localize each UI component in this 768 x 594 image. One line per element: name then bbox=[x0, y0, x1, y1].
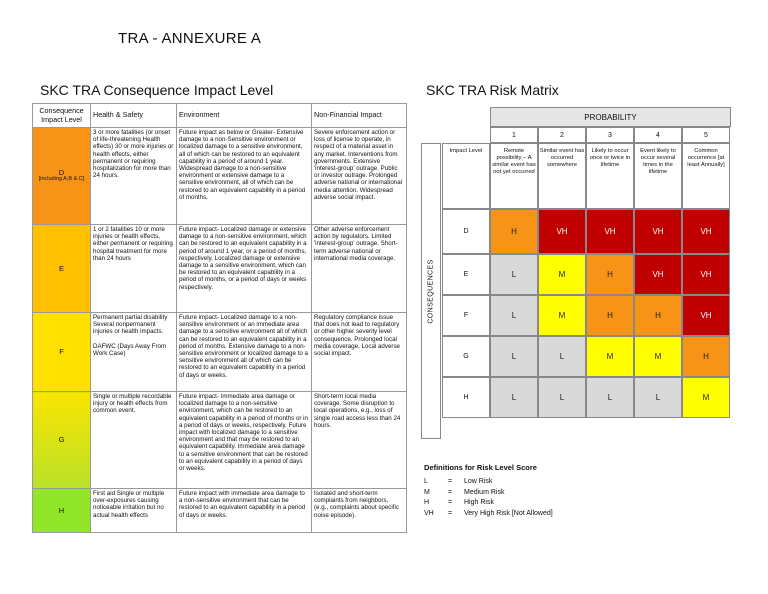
consequence-level-label: E bbox=[442, 254, 490, 295]
legend-code: VH bbox=[424, 509, 434, 517]
risk-cell: L bbox=[634, 377, 682, 418]
table-row bbox=[33, 392, 407, 489]
legend-equals: = bbox=[448, 509, 453, 517]
risk-legend bbox=[424, 478, 553, 520]
impact-level-header: Impact Level bbox=[442, 143, 490, 209]
risk-cell: H bbox=[634, 295, 682, 336]
risk-cell: L bbox=[490, 254, 538, 295]
level-note: [including A,B & C] bbox=[38, 176, 85, 183]
legend-equals: = bbox=[448, 478, 453, 485]
probability-header: PROBABILITY bbox=[490, 107, 731, 127]
risk-cell: H bbox=[586, 295, 634, 336]
risk-cell: H bbox=[586, 254, 634, 295]
probability-number: 4 bbox=[634, 127, 682, 143]
consequence-level-label: H bbox=[442, 377, 490, 418]
level-letter: G bbox=[58, 435, 65, 445]
level-cell bbox=[33, 392, 91, 489]
environment-cell: Future impact as below or Greater- Extensive damage to a non-Sensitive environment or localized damage to a sensitive environment, all of which can be restored to an equivalent capability in a period of around 1 year. Widespread damage to a non-sensitive environment or extensive damage to a sensitive environment, all of which can be restored to an equivalent capability in a period of months. bbox=[177, 128, 312, 225]
risk-cell: VH bbox=[682, 209, 730, 254]
nonfin-cell: Short-term local media coverage. Some disruption to local operations, e.g., loss of single road access less than 24 hours. bbox=[312, 392, 407, 489]
legend-item bbox=[424, 510, 553, 521]
header-non-financial: Non-Financial Impact bbox=[312, 104, 407, 128]
environment-cell: Future impact- Localized damage to a non-sensitive environment or an immediate area damage to a sensitive environment all of which can be restored to an equivalent capability in a period of months. Extensive damage to a non-sensitive environment or localized damage to a sensitive environment all of which can be restored to an equivalent capability in a period of days or weeks. bbox=[177, 313, 312, 392]
nonfin-cell: Severe enforcement action or loss of license to operate, in respect of a material asset in any market. Interventions from governments. Extensive 'interest-group' outrage. Public or investor outrage. Prolonged adverse national or international media attention. Widespread adverse social impact. bbox=[312, 128, 407, 225]
environment-cell: Future impact- Immediate area damage or localized damage to a non-sensitive environment, which can be restored to an equivalent capability in a period of months or in a period of days or weeks, respectively. Future impact with localized damage to a sensitive environment and that may be restored to an equivalent capability. Immediate area damage to a sensitive environment that can be restored to an equivalent capability in a period of days or weeks. bbox=[177, 392, 312, 489]
table-row bbox=[33, 128, 407, 225]
environment-cell: Future impact with immediate area damage to a non-sensitive environment that can be restored to an equivalent capability in a period of days or weeks. bbox=[177, 489, 312, 533]
header-health-safety: Health & Safety bbox=[91, 104, 177, 128]
legend-code: M bbox=[424, 488, 430, 496]
risk-cell: VH bbox=[634, 254, 682, 295]
risk-matrix-title: SKC TRA Risk Matrix bbox=[426, 82, 559, 98]
risk-cell: L bbox=[538, 377, 586, 418]
nonfin-cell: Regulatory compliance issue that does not lead to regulatory or other higher severity level consequence. Prolonged local media coverage. Local adverse social impact. bbox=[312, 313, 407, 392]
risk-cell: M bbox=[586, 336, 634, 377]
table-row bbox=[33, 489, 407, 533]
health-cell: Single or multiple recordable injury or health effects from common event. bbox=[91, 392, 177, 489]
risk-cell: M bbox=[538, 254, 586, 295]
legend-code: H bbox=[424, 499, 430, 506]
consequences-axis-label bbox=[421, 143, 441, 439]
risk-cell: VH bbox=[682, 295, 730, 336]
table-header-row bbox=[33, 104, 407, 128]
health-cell: First aid Single or multiple over-exposures causing noticeable irritation but no actual health effects bbox=[91, 489, 177, 533]
legend-title: Definitions for Risk Level Score bbox=[424, 463, 537, 472]
level-cell bbox=[33, 128, 91, 225]
probability-number: 1 bbox=[490, 127, 538, 143]
risk-cell: L bbox=[490, 336, 538, 377]
risk-cell: M bbox=[634, 336, 682, 377]
legend-equals: = bbox=[448, 499, 453, 506]
table-row bbox=[33, 313, 407, 392]
consequence-table-title: SKC TRA Consequence Impact Level bbox=[40, 82, 274, 98]
header-consequence-level: Consequence Impact Level bbox=[33, 104, 91, 128]
probability-number: 5 bbox=[682, 127, 730, 143]
risk-cell: L bbox=[490, 377, 538, 418]
health-cell: Permanent partial disability Several nonpermanent injuries or health impacts. DAFWC (Days Away From Work Case) bbox=[91, 313, 177, 392]
header-environment: Environment bbox=[177, 104, 312, 128]
nonfin-cell: Other adverse enforcement action by regulators. Limited 'interest-group' outrage. Short-term adverse national or international media coverage. bbox=[312, 225, 407, 313]
risk-cell: VH bbox=[634, 209, 682, 254]
legend-code: L bbox=[424, 478, 428, 485]
risk-matrix bbox=[420, 107, 731, 439]
nonfin-cell: Isolated and short-term complaints from neighbors, (e.g., complaints about specific noise episode). bbox=[312, 489, 407, 533]
legend-equals: = bbox=[448, 488, 453, 496]
risk-cell: M bbox=[538, 295, 586, 336]
consequence-impact-table bbox=[32, 103, 407, 533]
probability-description: Event likely to occur several times in the lifetime bbox=[634, 143, 682, 209]
health-cell: 3 or more fatalities (or onset of life-threatening Health effects) 30 or more injuries or health effects, either permanent or requiring hospitalization for more than 24 hours. bbox=[91, 128, 177, 225]
risk-cell: L bbox=[490, 295, 538, 336]
legend-label: Medium Risk bbox=[464, 488, 505, 496]
level-letter: F bbox=[59, 347, 64, 357]
probability-number: 3 bbox=[586, 127, 634, 143]
probability-description: Common occurrence [at least Annually] bbox=[682, 143, 730, 209]
level-letter: D bbox=[58, 168, 65, 178]
risk-cell: VH bbox=[538, 209, 586, 254]
consequence-level-label: G bbox=[442, 336, 490, 377]
health-cell: 1 or 2 fatalities 10 or more injuries or health effects, either permanent or requiring hospital treatment for more than 24 hours bbox=[91, 225, 177, 313]
risk-cell: L bbox=[538, 336, 586, 377]
table-row bbox=[33, 225, 407, 313]
legend-label: Low Risk bbox=[464, 478, 493, 485]
environment-cell: Future impact- Localized damage or extensive damage to a non-sensitive environment, which can be restored to an equivalent capability in a period of around 1 year, or a period of months, respectively. Localized damage or extensive damage to a sensitive environment, which can be restored to an equivalent capability in a period of months, or a period of days or weeks respectively. bbox=[177, 225, 312, 313]
risk-cell: VH bbox=[586, 209, 634, 254]
consequence-level-label: F bbox=[442, 295, 490, 336]
risk-cell: M bbox=[682, 377, 730, 418]
level-cell bbox=[33, 489, 91, 533]
level-cell bbox=[33, 313, 91, 392]
probability-description: Similar event has occurred somewhere bbox=[538, 143, 586, 209]
consequence-level-label: D bbox=[442, 209, 490, 254]
probability-description: Remote possibility – A similar event has not yet occurred bbox=[490, 143, 538, 209]
page-title: TRA - ANNEXURE A bbox=[118, 30, 262, 47]
risk-cell: VH bbox=[682, 254, 730, 295]
legend-label: Very High Risk [Not Allowed] bbox=[464, 509, 553, 517]
legend-label: High Risk bbox=[464, 499, 494, 506]
level-letter: E bbox=[58, 263, 64, 273]
risk-cell: L bbox=[586, 377, 634, 418]
risk-cell: H bbox=[682, 336, 730, 377]
consequences-label: CONSEQUENCES bbox=[427, 258, 435, 324]
legend-item bbox=[424, 489, 553, 500]
legend-item bbox=[424, 478, 553, 489]
probability-description: Likely to occur once or twice in lifetime bbox=[586, 143, 634, 209]
legend-item bbox=[424, 499, 553, 510]
probability-number: 2 bbox=[538, 127, 586, 143]
level-letter: H bbox=[58, 505, 65, 515]
level-cell bbox=[33, 225, 91, 313]
risk-cell: H bbox=[490, 209, 538, 254]
